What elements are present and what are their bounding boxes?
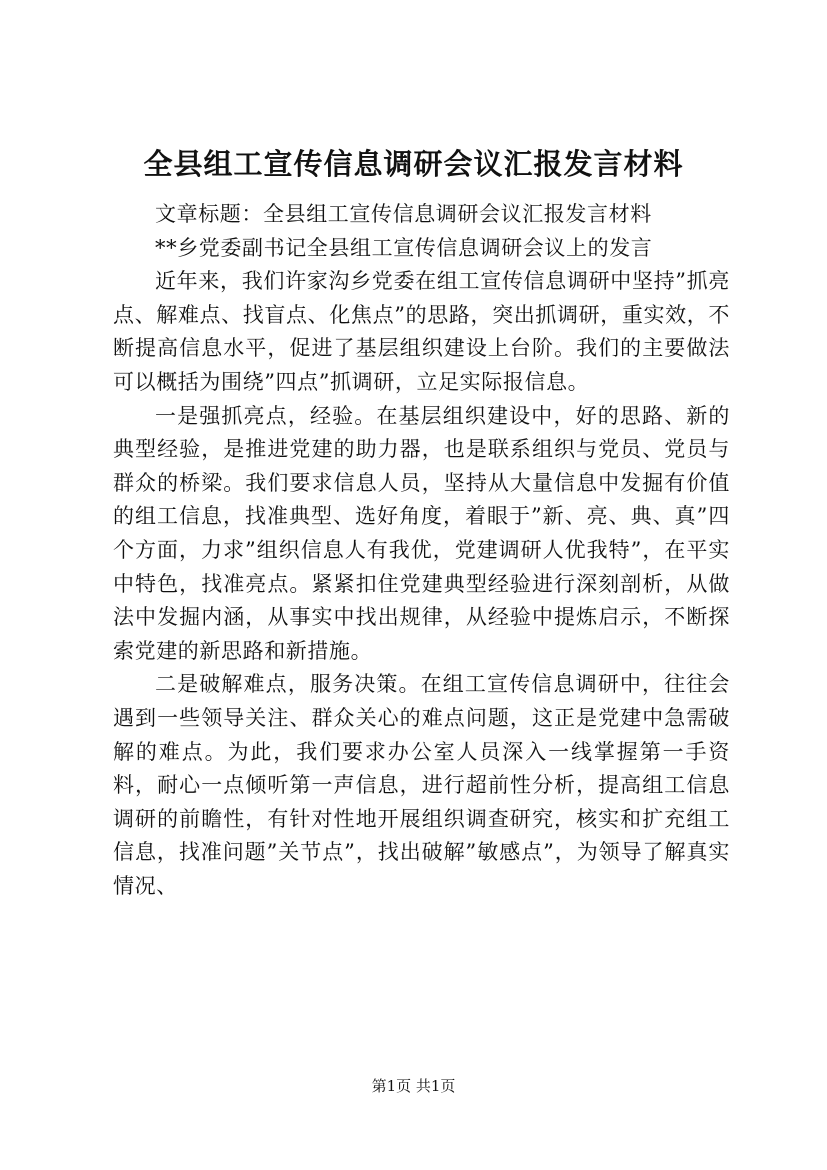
article-title-line: 文章标题：全县组工宣传信息调研会议汇报发言材料 [155,202,652,226]
document-body [113,198,730,903]
page-footer: 第1页 共1页 [371,1077,456,1095]
body-paragraph: 近年来，我们许家沟乡党委在组工宣传信息调研中坚持”抓亮点、解难点、找盲点、化焦点”的思路，突出抓调研，重实效，不断提高信息水平，促进了基层组织建设上台阶。我们的主要做法可以概括为围绕”四点”抓调研，立足实际报信息。 [113,269,730,394]
document-title: 全县组工宣传信息调研会议汇报发言材料 [143,147,684,181]
body-paragraph: 一是强抓亮点，经验。在基层组织建设中，好的思路、新的典型经验，是推进党建的助力器，也是联系组织与党员、党员与群众的桥梁。我们要求信息人员，坚持从大量信息中发掘有价值的组工信息，找准典型、选好角度，着眼于”新、亮、典、真”四个方面，力求”组织信息人有我优，党建调研人优我特”，在平实中特色，找准亮点。紧紧扣住党建典型经验进行深刻剖析，从做法中发掘内涵，从事实中找出规律，从经验中提炼启示，不断探索党建的新思路和新措施。 [113,403,730,663]
body-paragraph: 二是破解难点，服务决策。在组工宣传信息调研中，往往会遇到一些领导关注、群众关心的难点问题，这正是党建中急需破解的难点。为此，我们要求办公室人员深入一线掌握第一手资料，耐心一点倾听第一声信息，进行超前性分析，提高组工信息调研的前瞻性，有针对性地开展组织调查研究，核实和扩充组工信息，找准问题”关节点”，找出破解”敏感点”，为领导了解真实情况、 [113,672,730,898]
speaker-line: **乡党委副书记全县组工宣传信息调研会议上的发言 [155,235,653,260]
